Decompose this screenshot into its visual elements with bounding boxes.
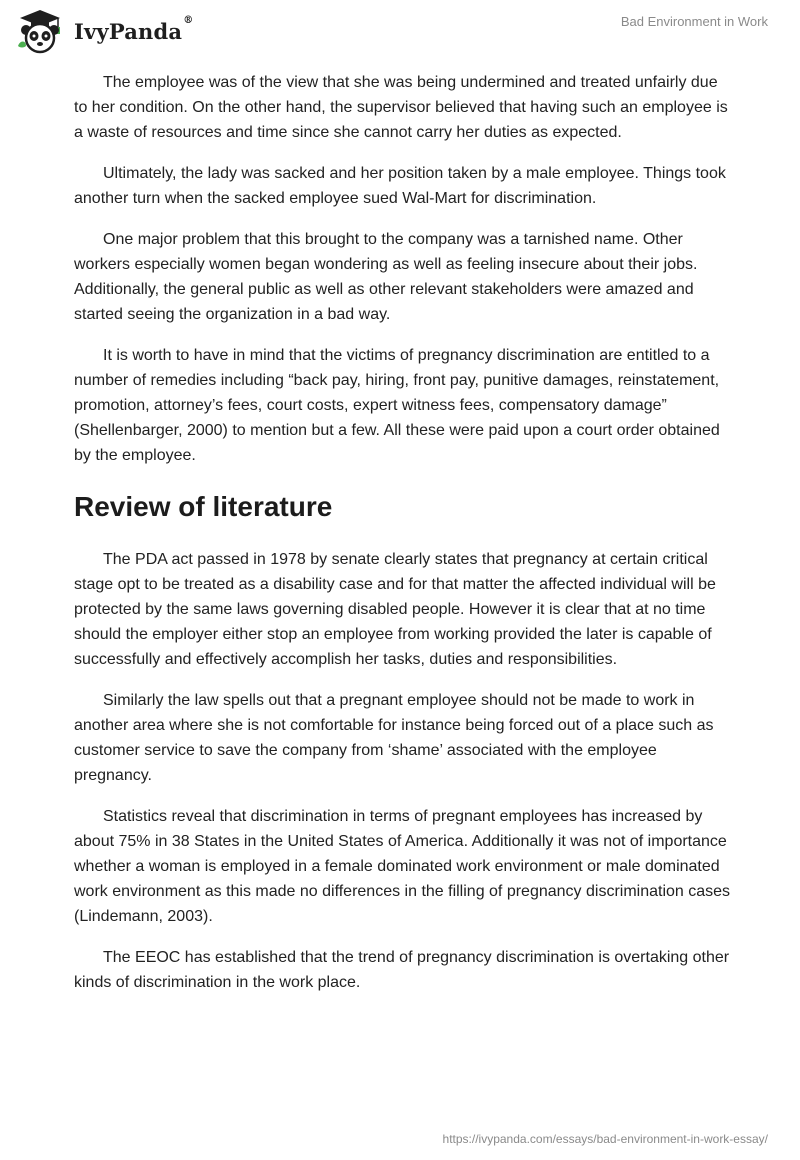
paragraph: Statistics reveal that discrimination in terms of pregnant employees has increased by about 75% in 38 States in the United States of America. Additionally it was not of importance whether a woman is employed in a female dominated work environment or male dominated work environment as this made no differences in the filling of pregnancy discrimination cases (Lindemann, 2003). <box>74 808 731 925</box>
section-heading: Review of literature <box>74 491 333 522</box>
source-url-link[interactable]: https://ivypanda.com/essays/bad-environment-in-work-essay/ <box>442 1132 768 1146</box>
brand-name <box>74 14 194 44</box>
page-header <box>0 0 800 60</box>
paragraph: The EEOC has established that the trend of pregnancy discrimination is overtaking other kinds of discrimination in the work place. <box>74 949 730 991</box>
paragraph: The employee was of the view that she was being undermined and treated unfairly due to her condition. On the other hand, the supervisor believed that having such an employee is a waste of resources and time since she cannot carry her duties as expected. <box>74 74 728 141</box>
paragraph: It is worth to have in mind that the victims of pregnancy discrimination are entitled to a number of remedies including “back pay, hiring, front pay, punitive damages, reinstatement, promotion, attorney’s fees, court costs, expert witness fees, compensatory damage” (Shellenbarger, 2000) to mention but a few. All these were paid upon a court order obtained by the employee. <box>74 347 720 464</box>
registered-mark: ® <box>183 14 194 26</box>
paragraph: The PDA act passed in 1978 by senate clearly states that pregnancy at certain critical stage opt to be treated as a disability case and for that matter the affected individual will be protected by the same laws governing disabled people. However it is clear that at no time should the employer either stop an employee from working provided the later is capable of successfully and effectively accomplish her tasks, duties and responsibilities. <box>74 551 716 668</box>
paragraph: One major problem that this brought to the company was a tarnished name. Other workers especially women began wondering as well as feeling insecure about their jobs. Additionally, the general public as well as other relevant stakeholders were amazed and started seeing the organization in a bad way. <box>74 231 698 323</box>
panda-graduate-icon <box>14 8 66 54</box>
brand-logo[interactable] <box>14 8 193 54</box>
brand-name-text: IvyPanda <box>74 18 183 44</box>
essay-body <box>74 70 734 1011</box>
paragraph: Ultimately, the lady was sacked and her position taken by a male employee. Things took another turn when the sacked employee sued Wal-Mart for discrimination. <box>74 165 726 207</box>
paragraph: Similarly the law spells out that a pregnant employee should not be made to work in another area where she is not comfortable for instance being forced out of a place such as customer service to save the company from ‘shame’ associated with the employee pregnancy. <box>74 692 714 784</box>
document-title: Bad Environment in Work <box>620 14 768 29</box>
